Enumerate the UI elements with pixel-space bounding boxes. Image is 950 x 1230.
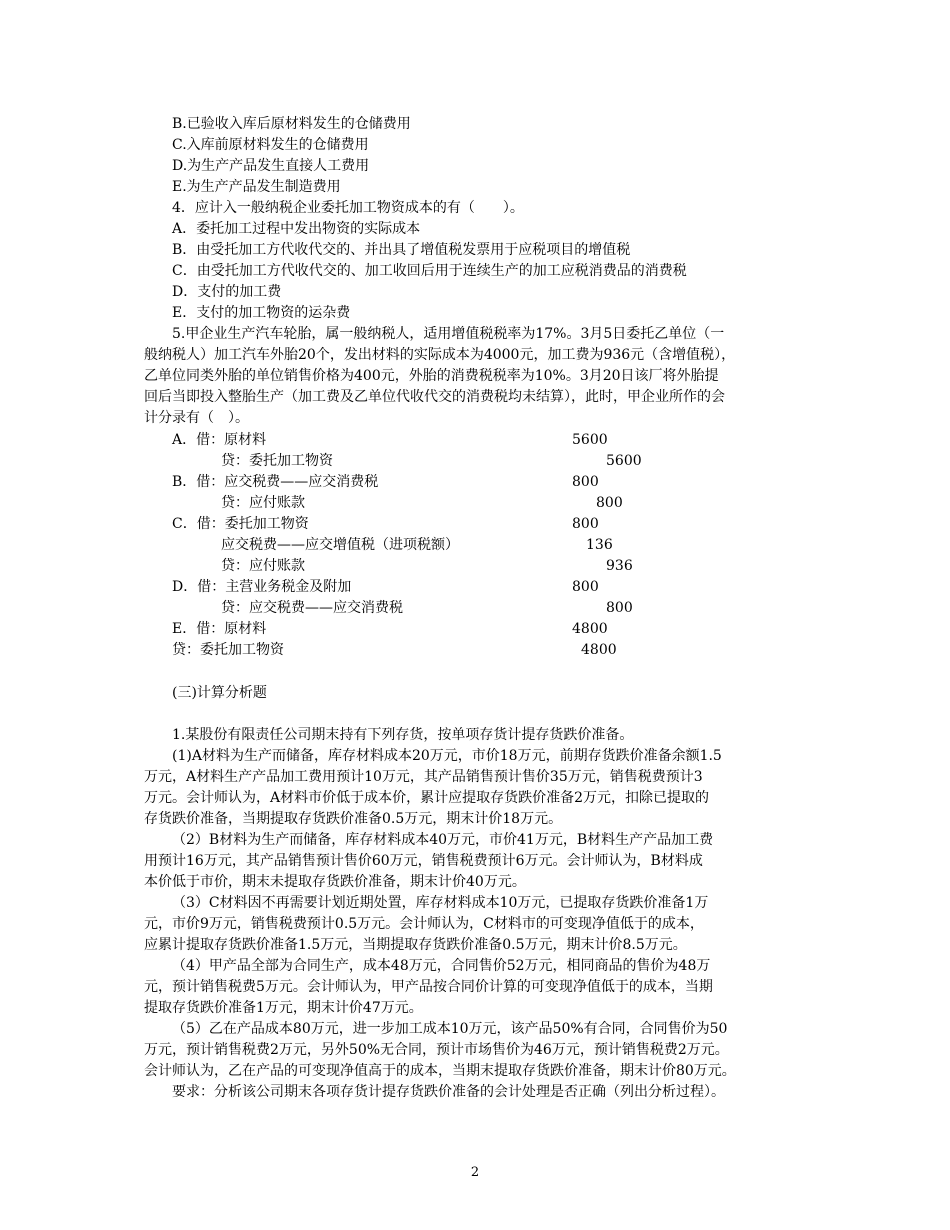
calc-question-1 xyxy=(144,725,814,1103)
calc-line: 本价低于市价，期末未提取存货跌价准备，期末计价40万元。 xyxy=(144,874,526,890)
option-line: E.为生产产品发生制造费用 xyxy=(172,179,341,195)
question-stem: 4．应计入一般纳税企业委托加工物资成本的有（ ）。 xyxy=(172,200,524,216)
calc-item xyxy=(144,830,814,893)
question-5-stem xyxy=(144,324,814,429)
option-line: B．由受托加工方代收代交的、并出具了增值税发票用于应税项目的增值税 xyxy=(172,242,631,258)
journal-entry xyxy=(0,472,950,493)
calc-requirement: 要求：分析该公司期末各项存货计提存货跌价准备的会计处理是否正确（列出分析过程）。 xyxy=(172,1084,725,1100)
entry-account: A．借：原材料 xyxy=(172,432,267,448)
calc-line: 用预计16万元，其产品销售预计售价60万元，销售税费预计6万元。会计师认为，B材料成 xyxy=(144,853,703,869)
calc-line: 提取存货跌价准备1万元，期末计价47万元。 xyxy=(144,1000,423,1016)
calc-intro: 1.某股份有限责任公司期末持有下列存货，按单项存货计提存货跌价准备。 xyxy=(172,727,634,743)
option-line: A．委托加工过程中发出物资的实际成本 xyxy=(172,221,421,237)
entry-account: D．借：主营业务税金及附加 xyxy=(172,579,352,595)
calc-line: 存货跌价准备，当期提取存货跌价准备0.5万元，期末计价18万元。 xyxy=(144,811,563,827)
entry-account: 贷：委托加工物资 xyxy=(221,453,333,469)
entry-amount: 5600 xyxy=(606,453,642,469)
stem-line: 般纳税人）加工汽车外胎20个，发出材料的实际成本为4000元，加工费为936元（含增值税）， xyxy=(144,347,736,363)
calc-line: (1)A材料为生产而储备，库存材料成本20万元，市价18万元，前期存货跌价准备余额1.5 xyxy=(172,748,722,764)
journal-entry xyxy=(0,577,950,598)
journal-entries xyxy=(0,430,950,661)
journal-entry xyxy=(0,493,950,514)
journal-entry xyxy=(0,640,950,661)
calc-line: 万元。会计师认为，A材料市价低于成本价，累计应提取存货跌价准备2万元，扣除已提取的 xyxy=(144,790,710,806)
entry-amount: 4800 xyxy=(572,621,608,637)
option-line: C．由受托加工方代收代交的、加工收回后用于连续生产的加工应税消费品的消费税 xyxy=(172,263,687,279)
calc-line: （5）乙在产品成本80万元，进一步加工成本10万元，该产品50%有合同，合同售价为50 xyxy=(172,1021,728,1037)
entry-account: B．借：应交税费——应交消费税 xyxy=(172,474,379,490)
calc-line: （3）C材料因不再需要计划近期处置，库存材料成本10万元，已提取存货跌价准备1万 xyxy=(172,895,709,911)
page-number: 2 xyxy=(470,1165,480,1180)
entry-account: 贷：应付账款 xyxy=(221,495,305,511)
section-heading: (三)计算分析题 xyxy=(172,685,267,701)
journal-entry xyxy=(0,430,950,451)
stem-line: 5.甲企业生产汽车轮胎，属一般纳税人，适用增值税税率为17%。3月5日委托乙单位（一 xyxy=(172,326,725,342)
entry-amount: 800 xyxy=(572,474,599,490)
entry-amount: 5600 xyxy=(572,432,608,448)
entry-amount: 800 xyxy=(606,600,633,616)
entry-account: E．借：原材料 xyxy=(172,621,267,637)
calc-item xyxy=(144,956,814,1019)
entry-amount: 4800 xyxy=(581,642,617,658)
entry-account: 贷：委托加工物资 xyxy=(172,642,284,658)
calc-line: 应累计提取存货跌价准备1.5万元，当期提取存货跌价准备0.5万元，期末计价8.5万元。 xyxy=(144,937,687,953)
question-4 xyxy=(172,198,812,324)
calc-line: 元，市价9万元，销售税费预计0.5万元。会计师认为，C材料市的可变现净值低于的成本， xyxy=(144,916,704,932)
journal-entry xyxy=(0,556,950,577)
entry-account: 贷：应交税费——应交消费税 xyxy=(221,600,403,616)
calc-line: 万元，预计销售税费2万元，另外50%无合同，预计市场售价为46万元，预计销售税费2万元。 xyxy=(144,1042,729,1058)
option-line: D.为生产产品发生直接人工费用 xyxy=(172,158,370,174)
q3-options xyxy=(172,114,812,198)
calc-item xyxy=(144,746,814,830)
calc-line: 万元，A材料生产产品加工费用预计10万元，其产品销售预计售价35万元，销售税费预计3 xyxy=(144,769,703,785)
entry-amount: 136 xyxy=(586,537,613,553)
option-line: B.已验收入库后原材料发生的仓储费用 xyxy=(172,116,411,132)
calc-line: （4）甲产品全部为合同生产，成本48万元，合同售价52万元，相同商品的售价为48万 xyxy=(172,958,711,974)
calc-line: （2）B材料为生产而储备，库存材料成本40万元，市价41万元，B材料生产产品加工费 xyxy=(172,832,714,848)
journal-entry xyxy=(0,598,950,619)
calc-line: 元，预计销售税费5万元。会计师认为，甲产品按合同价计算的可变现净值低于的成本，当期 xyxy=(144,979,713,995)
entry-amount: 800 xyxy=(572,579,599,595)
entry-account: 应交税费——应交增值税（进项税额） xyxy=(221,537,459,553)
calc-item xyxy=(144,1019,814,1082)
journal-entry xyxy=(0,535,950,556)
stem-line: 回后当即投入整胎生产（加工费及乙单位代收代交的消费税均未结算），此时，甲企业所作的会 xyxy=(144,389,725,405)
journal-entry xyxy=(0,451,950,472)
option-line: C.入库前原材料发生的仓储费用 xyxy=(172,137,369,153)
calc-item xyxy=(144,893,814,956)
option-line: E．支付的加工物资的运杂费 xyxy=(172,305,351,321)
calc-line: 会计师认为，乙在产品的可变现净值高于的成本，当期末提取存货跌价准备，期末计价80万元。 xyxy=(144,1063,736,1079)
entry-amount: 936 xyxy=(606,558,633,574)
entry-amount: 800 xyxy=(596,495,623,511)
journal-entry xyxy=(0,619,950,640)
journal-entry xyxy=(0,514,950,535)
entry-account: 贷：应付账款 xyxy=(221,558,305,574)
entry-account: C．借：委托加工物资 xyxy=(172,516,309,532)
option-line: D．支付的加工费 xyxy=(172,284,282,300)
entry-amount: 800 xyxy=(572,516,599,532)
stem-line: 计分录有（ ）。 xyxy=(144,410,249,426)
stem-line: 乙单位同类外胎的单位销售价格为400元，外胎的消费税税率为10%。3月20日该厂将外胎提 xyxy=(144,368,719,384)
